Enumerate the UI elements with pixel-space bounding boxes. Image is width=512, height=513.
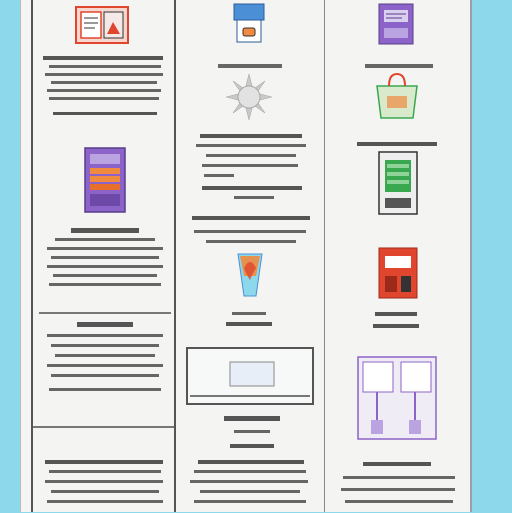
blue-device-icon: [232, 2, 266, 46]
laptop-icon: [186, 346, 314, 406]
purple-machine-icon: [377, 2, 415, 46]
lab-equipment-icon: [357, 356, 437, 440]
green-screen-machine-icon: [377, 150, 419, 216]
text-block: [186, 226, 314, 251]
divider: [39, 312, 171, 314]
framed-picture-icon: [75, 6, 129, 44]
divider: [33, 426, 174, 428]
purple-cabinet-icon: [83, 146, 127, 214]
text-block: [333, 462, 461, 511]
shopping-bag-icon: [371, 70, 423, 122]
text-block: [41, 56, 169, 121]
sun-gear-icon: [224, 72, 274, 122]
column-middle: [176, 0, 324, 512]
text-block: [41, 460, 169, 513]
text-block: [41, 228, 169, 303]
text-block: [186, 460, 314, 513]
red-box-icon: [377, 246, 419, 300]
text-block: [371, 312, 421, 335]
text-block: [186, 416, 314, 461]
text-block: [186, 134, 314, 229]
flame-cup-icon: [234, 250, 266, 300]
text-block: [224, 312, 274, 335]
column-left: [31, 0, 176, 512]
column-right: [324, 0, 469, 512]
text-block: [41, 322, 169, 403]
